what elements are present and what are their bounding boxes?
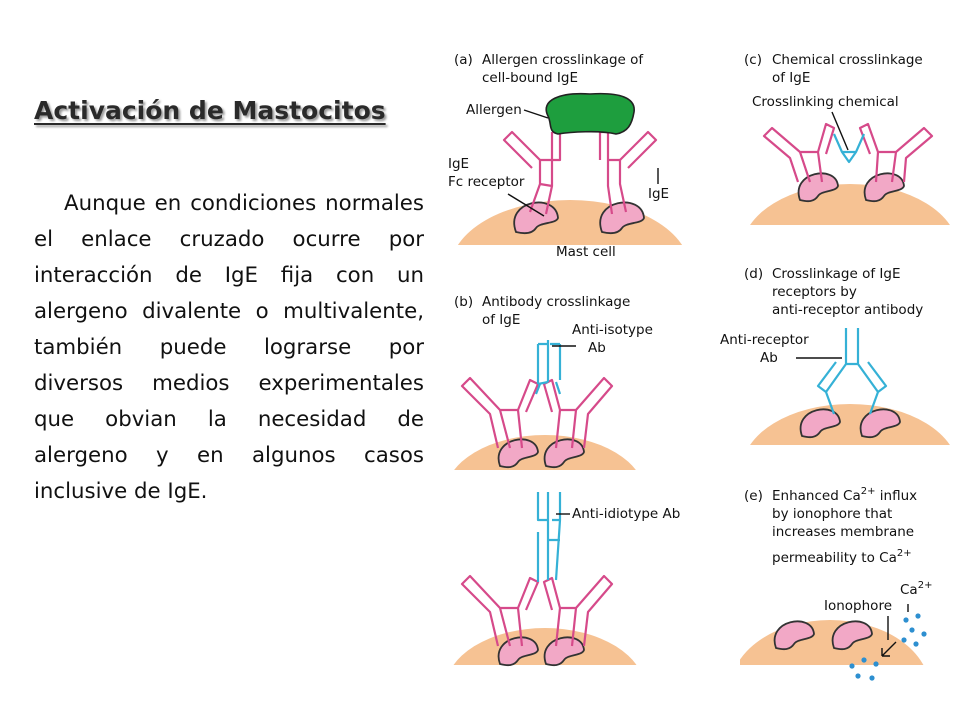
- panel-e-title-line2: by ionophore that: [772, 506, 893, 522]
- ige-right-stem: [608, 132, 626, 214]
- ige-c-right: [860, 124, 932, 182]
- mast-cell-label: Mast cell: [556, 244, 616, 260]
- panel-c-title-line1: Chemical crosslinkage: [772, 52, 923, 68]
- panel-b-title-line2: of IgE: [482, 312, 521, 328]
- panel-b-title-line1: Antibody crosslinkage: [482, 294, 631, 310]
- calcium-ion: [873, 661, 878, 666]
- allergen-blob: [546, 94, 634, 134]
- calcium-ion: [909, 627, 914, 632]
- calcium-ion: [901, 637, 906, 642]
- ige-left-arm-outer: [504, 132, 540, 168]
- ige-label: IgE: [448, 156, 470, 172]
- calcium-ion: [915, 613, 920, 618]
- panel-a-letter: (a): [454, 52, 473, 68]
- anti-receptor-ab: [818, 328, 886, 414]
- anti-isotype-label-1: Anti-isotype: [572, 322, 653, 338]
- calcium-ion: [849, 663, 854, 668]
- panel-a-title-line2: cell-bound IgE: [482, 70, 578, 86]
- calcium-ion: [869, 675, 874, 680]
- calcium-ion: [861, 657, 866, 662]
- panel-e-title-line3: increases membrane: [772, 524, 915, 540]
- panel-e-letter: (e): [744, 488, 763, 504]
- panel-d-title-line1: Crosslinkage of IgE: [772, 266, 901, 282]
- calcium-ion: [913, 641, 918, 646]
- panel-c-title-line2: of IgE: [772, 70, 811, 86]
- ige-right-arm-outer: [620, 132, 656, 168]
- anti-idiotype-label: Anti-idiotype Ab: [572, 506, 681, 522]
- panel-d-letter: (d): [744, 266, 764, 282]
- ige-left-arm-inner: [552, 132, 560, 160]
- allergen-label: Allergen: [466, 102, 522, 118]
- panel-d-title-line2: receptors by: [772, 284, 857, 300]
- panel-d-title-line3: anti-receptor antibody: [772, 302, 924, 318]
- anti-isotype-ab: [536, 340, 560, 394]
- panel-a-title-line1: Allergen crosslinkage of: [482, 52, 644, 68]
- anti-receptor-label-2: Ab: [760, 350, 778, 366]
- panel-b-letter: (b): [454, 294, 474, 310]
- calcium-label: $Ca^{2+}$: [900, 580, 933, 598]
- ige-right-arm-inner: [600, 132, 608, 160]
- anti-idiotype-ab: [538, 492, 560, 582]
- calcium-ion: [903, 617, 908, 622]
- mast-cell-b2: [445, 628, 645, 720]
- anti-isotype-label-2: Ab: [588, 340, 606, 356]
- panel-e-title-line4: permeability to $Ca^{2+}$: [772, 548, 912, 566]
- panel-b: [445, 294, 680, 720]
- slide-body-text: Aunque en condiciones normales el enlace cruzado ocurre por interacción de IgE fija con un alergeno divalente o multivalente, también puede lograrse por diversos medios experimentales que obvian la necesidad de alergeno y en algunos casos inclusive de IgE.: [34, 191, 424, 504]
- calcium-ion: [855, 673, 860, 678]
- panel-e: [730, 486, 932, 720]
- anti-receptor-label-1: Anti-receptor: [720, 332, 809, 348]
- crosslinking-chemical-leader: [832, 112, 848, 150]
- fc-receptor-label: Fc receptor: [448, 174, 525, 190]
- crosslinking-chemical-label: Crosslinking chemical: [752, 94, 899, 110]
- calcium-ion: [921, 631, 926, 636]
- panel-c-letter: (c): [744, 52, 762, 68]
- crosslinking-chemical: [834, 134, 864, 162]
- mast-cell-e: [730, 620, 930, 720]
- slide-title: Activación de Mastocitos: [34, 96, 386, 125]
- allergen-leader: [524, 110, 548, 118]
- ige-right-label: IgE: [648, 186, 670, 202]
- ionophore-label: Ionophore: [824, 598, 893, 614]
- panel-e-title-line1: Enhanced $Ca^{2+}$ influx: [772, 486, 918, 504]
